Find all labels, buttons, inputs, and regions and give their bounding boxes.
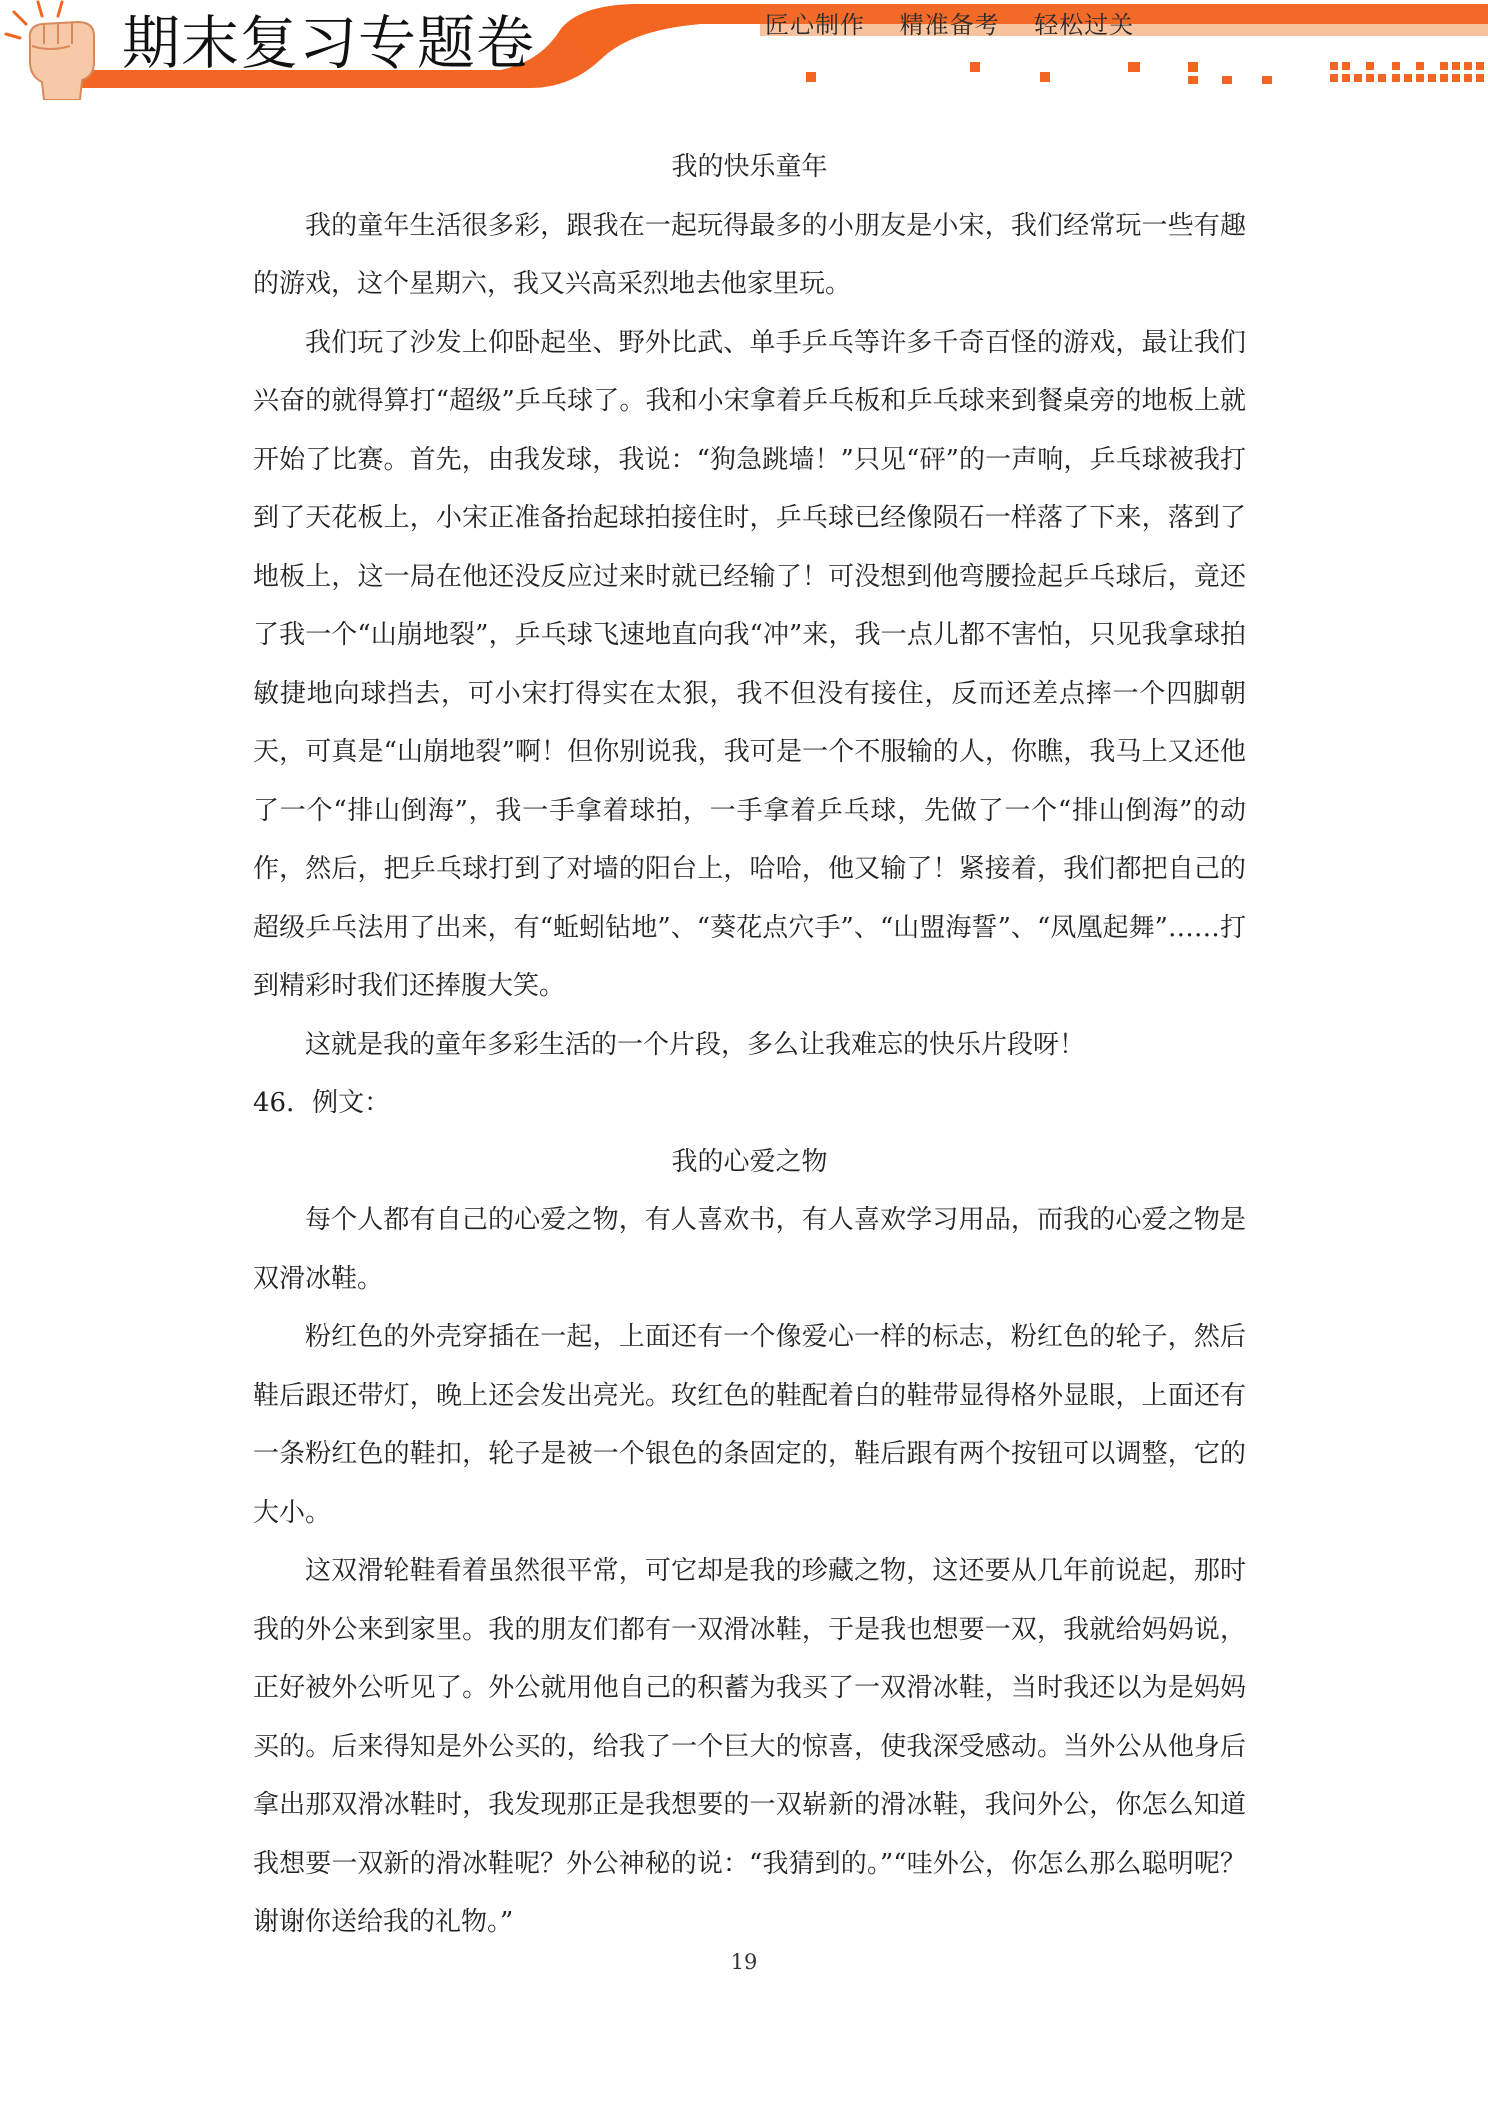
header-banner — [0, 0, 1488, 100]
slogan-2: 精准备考 — [899, 11, 1000, 39]
raised-fist-icon — [0, 0, 115, 100]
essay-paragraph: 这双滑轮鞋看着虽然很平常，可它却是我的珍藏之物，这还要从几年前说起，那时我的外公来到家里。我的朋友们都有一双滑冰鞋，于是我也想要一双，我就给妈妈说，正好被外公听见了。外公就用他自己的积蓄为我买了一双滑冰鞋，当时我还以为是妈妈买的。后来得知是外公买的，给我了一个巨大的惊喜，使我深受感动。当外公从他身后拿出那双滑冰鞋时，我发现那正是我想要的一双崭新的滑冰鞋，我问外公，你怎么知道我想要一双新的滑冰鞋呢？外公神秘的说：“我猜到的。”“哇外公，你怎么那么聪明呢？谢谢你送给我的礼物。” — [253, 1556, 1246, 1937]
essay-title: 我的快乐童年 — [671, 152, 828, 182]
essay-title: 我的心爱之物 — [671, 1146, 828, 1177]
banner-slogan — [765, 8, 1160, 42]
question-label: 46．例文： — [253, 1088, 391, 1118]
banner-title: 期末复习专题卷 — [122, 9, 536, 77]
essay-paragraph: 我们玩了沙发上仰卧起坐、野外比武、单手乒乓等许多千奇百怪的游戏，最让我们兴奋的就得算打“超级”乒乓球了。我和小宋拿着乒乓板和乒乓球来到餐桌旁的地板上就开始了比赛。首先，由我发球，我说：“狗急跳墙！”只见“砰”的一声响，乒乓球被我打到了天花板上，小宋正准备抬起球拍接住时，乒乓球已经像陨石一样落了下来，落到了地板上，这一局在他还没反应过来时就已经输了！可没想到他弯腰捡起乒乓球后，竟还了我一个“山崩地裂”，乒乓球飞速地直向我“冲”来，我一点儿都不害怕，只见我拿球拍敏捷地向球挡去，可小宋打得实在太狠，我不但没有接住，反而还差点摔一个四脚朝天，可真是“山崩地裂”啊！但你别说我，我可是一个不服输的人，你瞧，我马上又还他了一个“排山倒海”，我一手拿着球拍，一手拿着乒乓球，先做了一个“排山倒海”的动作，然后，把乒乓球打到了对墙的阳台上，哈哈，他又输了！紧接着，我们都把自己的超级乒乓法用了出来，有“蚯蚓钻地”、“葵花点穴手”、“山盟海誓”、“凤凰起舞”……打到精彩时我们还捧腹大笑。 — [253, 327, 1246, 1001]
document-body — [253, 138, 1246, 1952]
essay-paragraph: 这就是我的童年多彩生活的一个片段，多么让我难忘的快乐片段呀！ — [305, 1029, 1086, 1060]
slogan-3: 轻松过关 — [1034, 11, 1135, 39]
essay-paragraph: 粉红色的外壳穿插在一起，上面还有一个像爱心一样的标志，粉红色的轮子，然后鞋后跟还带灯，晚上还会发出亮光。玫红色的鞋配着白的鞋带显得格外显眼，上面还有一条粉红色的鞋扣，轮子是被一个银色的条固定的，鞋后跟有两个按钮可以调整，它的大小。 — [253, 1322, 1246, 1528]
decorative-squares — [806, 62, 1484, 84]
essay-paragraph: 每个人都有自己的心爱之物，有人喜欢书，有人喜欢学习用品，而我的心爱之物是双滑冰鞋。 — [253, 1205, 1246, 1294]
slogan-1: 匠心制作 — [765, 11, 865, 39]
page-number: 19 — [730, 1950, 758, 1974]
essay-paragraph: 我的童年生活很多彩，跟我在一起玩得最多的小朋友是小宋，我们经常玩一些有趣的游戏，这个星期六，我又兴高采烈地去他家里玩。 — [253, 210, 1246, 299]
